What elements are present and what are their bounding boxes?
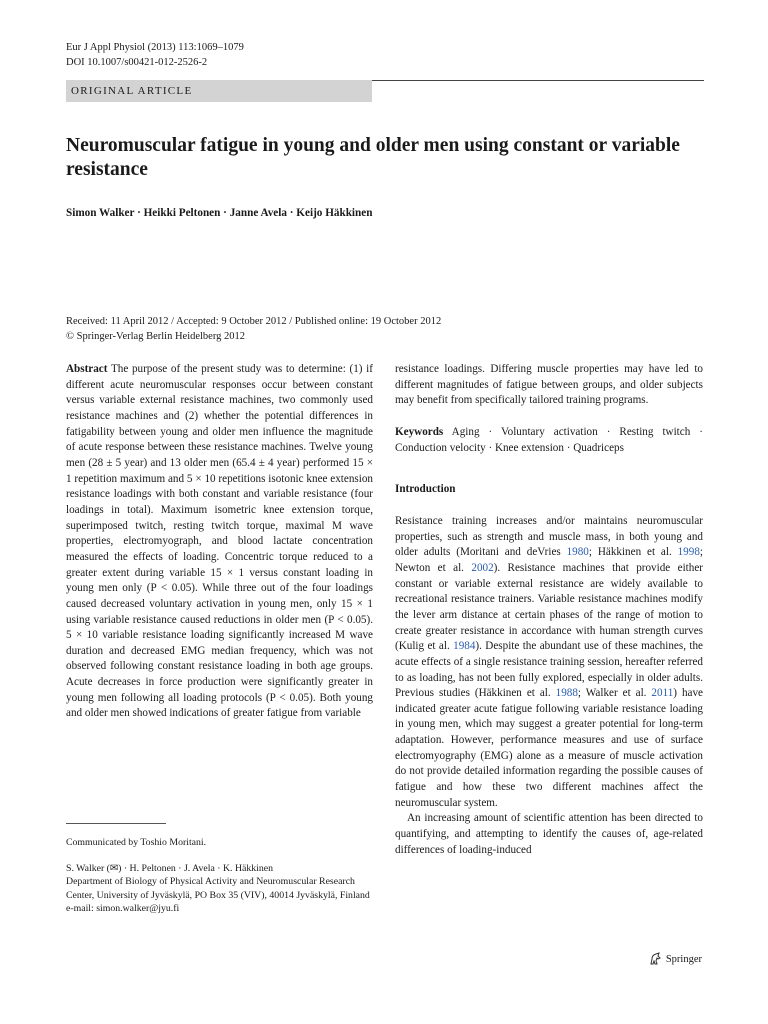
journal-header [66,40,244,70]
abstract-continuation: resistance loadings. Differing muscle properties may have led to different magnitudes of fatigue between groups, and older subjects may benefit from specifically tailored training programs. [395,363,703,407]
abstract-text: The purpose of the present study was to determine: (1) if different acute neuromuscular responses occur between constant versus variable external resistance machines, two commonly used resistance machines and (2) whether the potential differences in fatigability between young and older men influence the magnitude of acute response between these resistance machines. Twelve young men (28 ± 5 year) and 13 older men (65.4 ± 4 year) performed 15 × 1 repetition maximum and 5 × 10 repetitions isotonic knee extension resistance loadings with both constant and variable resistance (four loadings in total). Maximum isometric knee extension torque, superimposed twitch, resting twitch torque, maximal M wave properties, electromyograph, and blood lactate concentration measured the effects of loading. Concentric torque reduced to a greater extent during variable 15 × 1 versus constant loading in young men only (P < 0.05). While three out of the four loadings caused decreased voluntary activation in young men, only 15 × 1 using variable resistance caused reductions in older men (P < 0.05). 5 × 10 variable resistance loading significantly increased M wave duration and decreased EMG median frequency, which was not observed following constant resistance loading in both age groups. Acute decreases in force production were significantly greater in young men following all loading protocols (P < 0.05). Both young and older men showed indications of greater fatigue from variable [66,363,373,720]
abstract-label: Abstract [66,363,108,375]
keywords-text: Aging · Voluntary activation · Resting twitch · Conduction velocity · Knee extension · Quadriceps [395,425,704,454]
author-list: Simon Walker · Heikki Peltonen · Janne Avela · Keijo Häkkinen [66,207,373,219]
journal-citation: Eur J Appl Physiol (2013) 113:1069–1079 [66,42,244,53]
left-column [66,362,373,722]
intro-text: ) have indicated greater acute fatigue following variable resistance loading in young men, which may suggest a greater potential for long-term adaptation. However, performance measures and use of surface electromyography (EMG) alone as a measure of muscle activation do not provide detailed information regarding the possible causes of fatigue and how these two different machines affect the neuromuscular system. [395,687,703,809]
citation-link[interactable]: 2002 [471,561,494,574]
citation-link[interactable]: 1984 [453,640,476,653]
contact-email[interactable]: e-mail: simon.walker@jyu.fi [66,902,180,914]
keywords [395,425,703,456]
communicated-by: Communicated by Toshio Moritani. [66,837,207,848]
citation-link[interactable]: 2011 [651,687,674,700]
history-dates: Received: 11 April 2012 / Accepted: 9 October 2012 / Published online: 19 October 2012 [66,316,442,327]
introduction-paragraph-2: An increasing amount of scientific attention has been directed to quantifying, and attempting to identify the causes of, age-related differences of loading-induced [395,812,703,856]
author-affiliation [66,862,376,915]
intro-text: ; Häkkinen et al. [588,546,678,559]
springer-horse-icon [648,952,662,966]
copyright-line: © Springer-Verlag Berlin Heidelberg 2012 [66,331,246,342]
header-rule [372,80,704,81]
citation-link[interactable]: 1980 [566,546,589,559]
doi-line: DOI 10.1007/s00421-012-2526-2 [66,57,208,68]
footnote-rule [66,823,166,824]
intro-text: ; Walker et al. [577,687,652,700]
publication-history [66,314,441,344]
intro-text: ). Resistance machines that provide either constant or variable external resistance are widely available to recreational resistance trainers. Variable resistance machines modify the lever arm distance at certain phases of the range of motion to create greater resistance in accordance with human strength curves (Kulig et al. [395,561,704,653]
intro-text: ). Despite the abundant use of these machines, the acute effects of a single resistance training session, hereafter referred to as loading, has not been fully explored, especially in older adults. Previous studies (Häkkinen et al. [395,640,703,700]
abstract [66,362,373,722]
citation-link[interactable]: 1988 [555,687,578,700]
paper-title: Neuromuscular fatigue in young and older men using constant or variable resistance [66,135,680,180]
intro-text: ; Newton et al. [395,546,703,574]
citation-link[interactable]: 1998 [677,546,700,559]
introduction-heading: Introduction [395,483,456,496]
article-type-banner: ORIGINAL ARTICLE [66,80,372,102]
publisher-mark [648,952,702,966]
publisher-name: Springer [665,953,702,965]
affiliation-department: Department of Biology of Physical Activity and Neuromuscular Research Center, University of Jyväskylä, PO Box 35 (VIV), 40014 Jyväskylä, Finland [66,876,370,901]
right-column [395,362,703,858]
affiliation-names: S. Walker (✉) · H. Peltonen · J. Avela · K. Häkkinen [66,863,274,874]
intro-text: Resistance training increases and/or maintains neuromuscular properties, such as strength and muscle mass, in both young and older adults (Moritani and deVries [395,514,703,559]
introduction-paragraph-1 [395,514,703,811]
keywords-label: Keywords [395,425,444,438]
